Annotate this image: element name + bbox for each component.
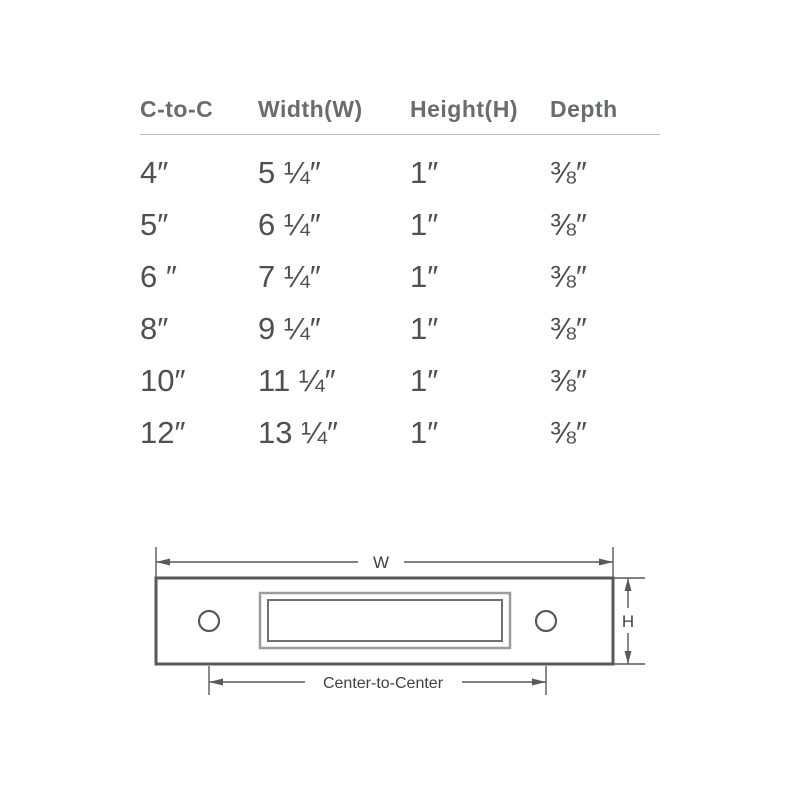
height-arrowhead-top xyxy=(625,578,632,591)
cell-ctc: 6 ″ xyxy=(140,259,177,294)
plate-inset-inner xyxy=(268,600,502,641)
height-dimension-label: H xyxy=(621,612,635,631)
cell-width: 9 ¼″ xyxy=(258,311,321,346)
cell-width: 6 ¼″ xyxy=(258,207,321,242)
cell-ctc: 4″ xyxy=(140,155,169,190)
table-body xyxy=(140,135,660,460)
column-header-width: Width(W) xyxy=(258,96,363,122)
height-arrowhead-bottom xyxy=(625,651,632,664)
ctc-dimension-label: Center-to-Center xyxy=(322,675,444,692)
cell-depth: ⅜″ xyxy=(550,363,587,398)
cell-height: 1″ xyxy=(410,415,439,450)
backplate-body xyxy=(156,578,613,664)
center-to-center-dimension xyxy=(209,666,546,695)
column-header-depth: Depth xyxy=(550,96,618,122)
cell-ctc: 5″ xyxy=(140,207,169,242)
cell-ctc: 10″ xyxy=(140,363,186,398)
cell-ctc: 12″ xyxy=(140,415,186,450)
cell-height: 1″ xyxy=(410,363,439,398)
cell-ctc: 8″ xyxy=(140,311,169,346)
product-drawing xyxy=(0,520,800,720)
width-dimension-label: W xyxy=(372,553,390,572)
cell-height: 1″ xyxy=(410,207,439,242)
screw-hole-right xyxy=(536,611,556,631)
cell-width: 5 ¼″ xyxy=(258,155,321,190)
width-arrowhead-left xyxy=(156,559,170,566)
cell-depth: ⅜″ xyxy=(550,155,587,190)
ctc-arrowhead-left xyxy=(209,679,223,686)
column-header-ctc: C-to-C xyxy=(140,96,214,122)
cell-height: 1″ xyxy=(410,311,439,346)
cell-depth: ⅜″ xyxy=(550,207,587,242)
column-header-height: Height(H) xyxy=(410,96,518,122)
cell-height: 1″ xyxy=(410,259,439,294)
cell-width: 11 ¼″ xyxy=(258,363,336,398)
width-dimension xyxy=(156,547,613,580)
ctc-arrowhead-right xyxy=(532,679,546,686)
table-row xyxy=(140,199,660,251)
cell-width: 13 ¼″ xyxy=(258,415,338,450)
table-head xyxy=(140,96,660,135)
table-header-row xyxy=(140,96,660,135)
cell-depth: ⅜″ xyxy=(550,259,587,294)
table-row xyxy=(140,135,660,200)
table-row xyxy=(140,303,660,355)
height-dimension xyxy=(611,578,645,664)
screw-hole-left xyxy=(199,611,219,631)
cell-depth: ⅜″ xyxy=(550,415,587,450)
cell-depth: ⅜″ xyxy=(550,311,587,346)
table-row xyxy=(140,355,660,407)
dimensions-table xyxy=(140,96,660,459)
table-row xyxy=(140,407,660,459)
width-arrowhead-right xyxy=(599,559,613,566)
cell-width: 7 ¼″ xyxy=(258,259,321,294)
cell-height: 1″ xyxy=(410,155,439,190)
table-row xyxy=(140,251,660,303)
